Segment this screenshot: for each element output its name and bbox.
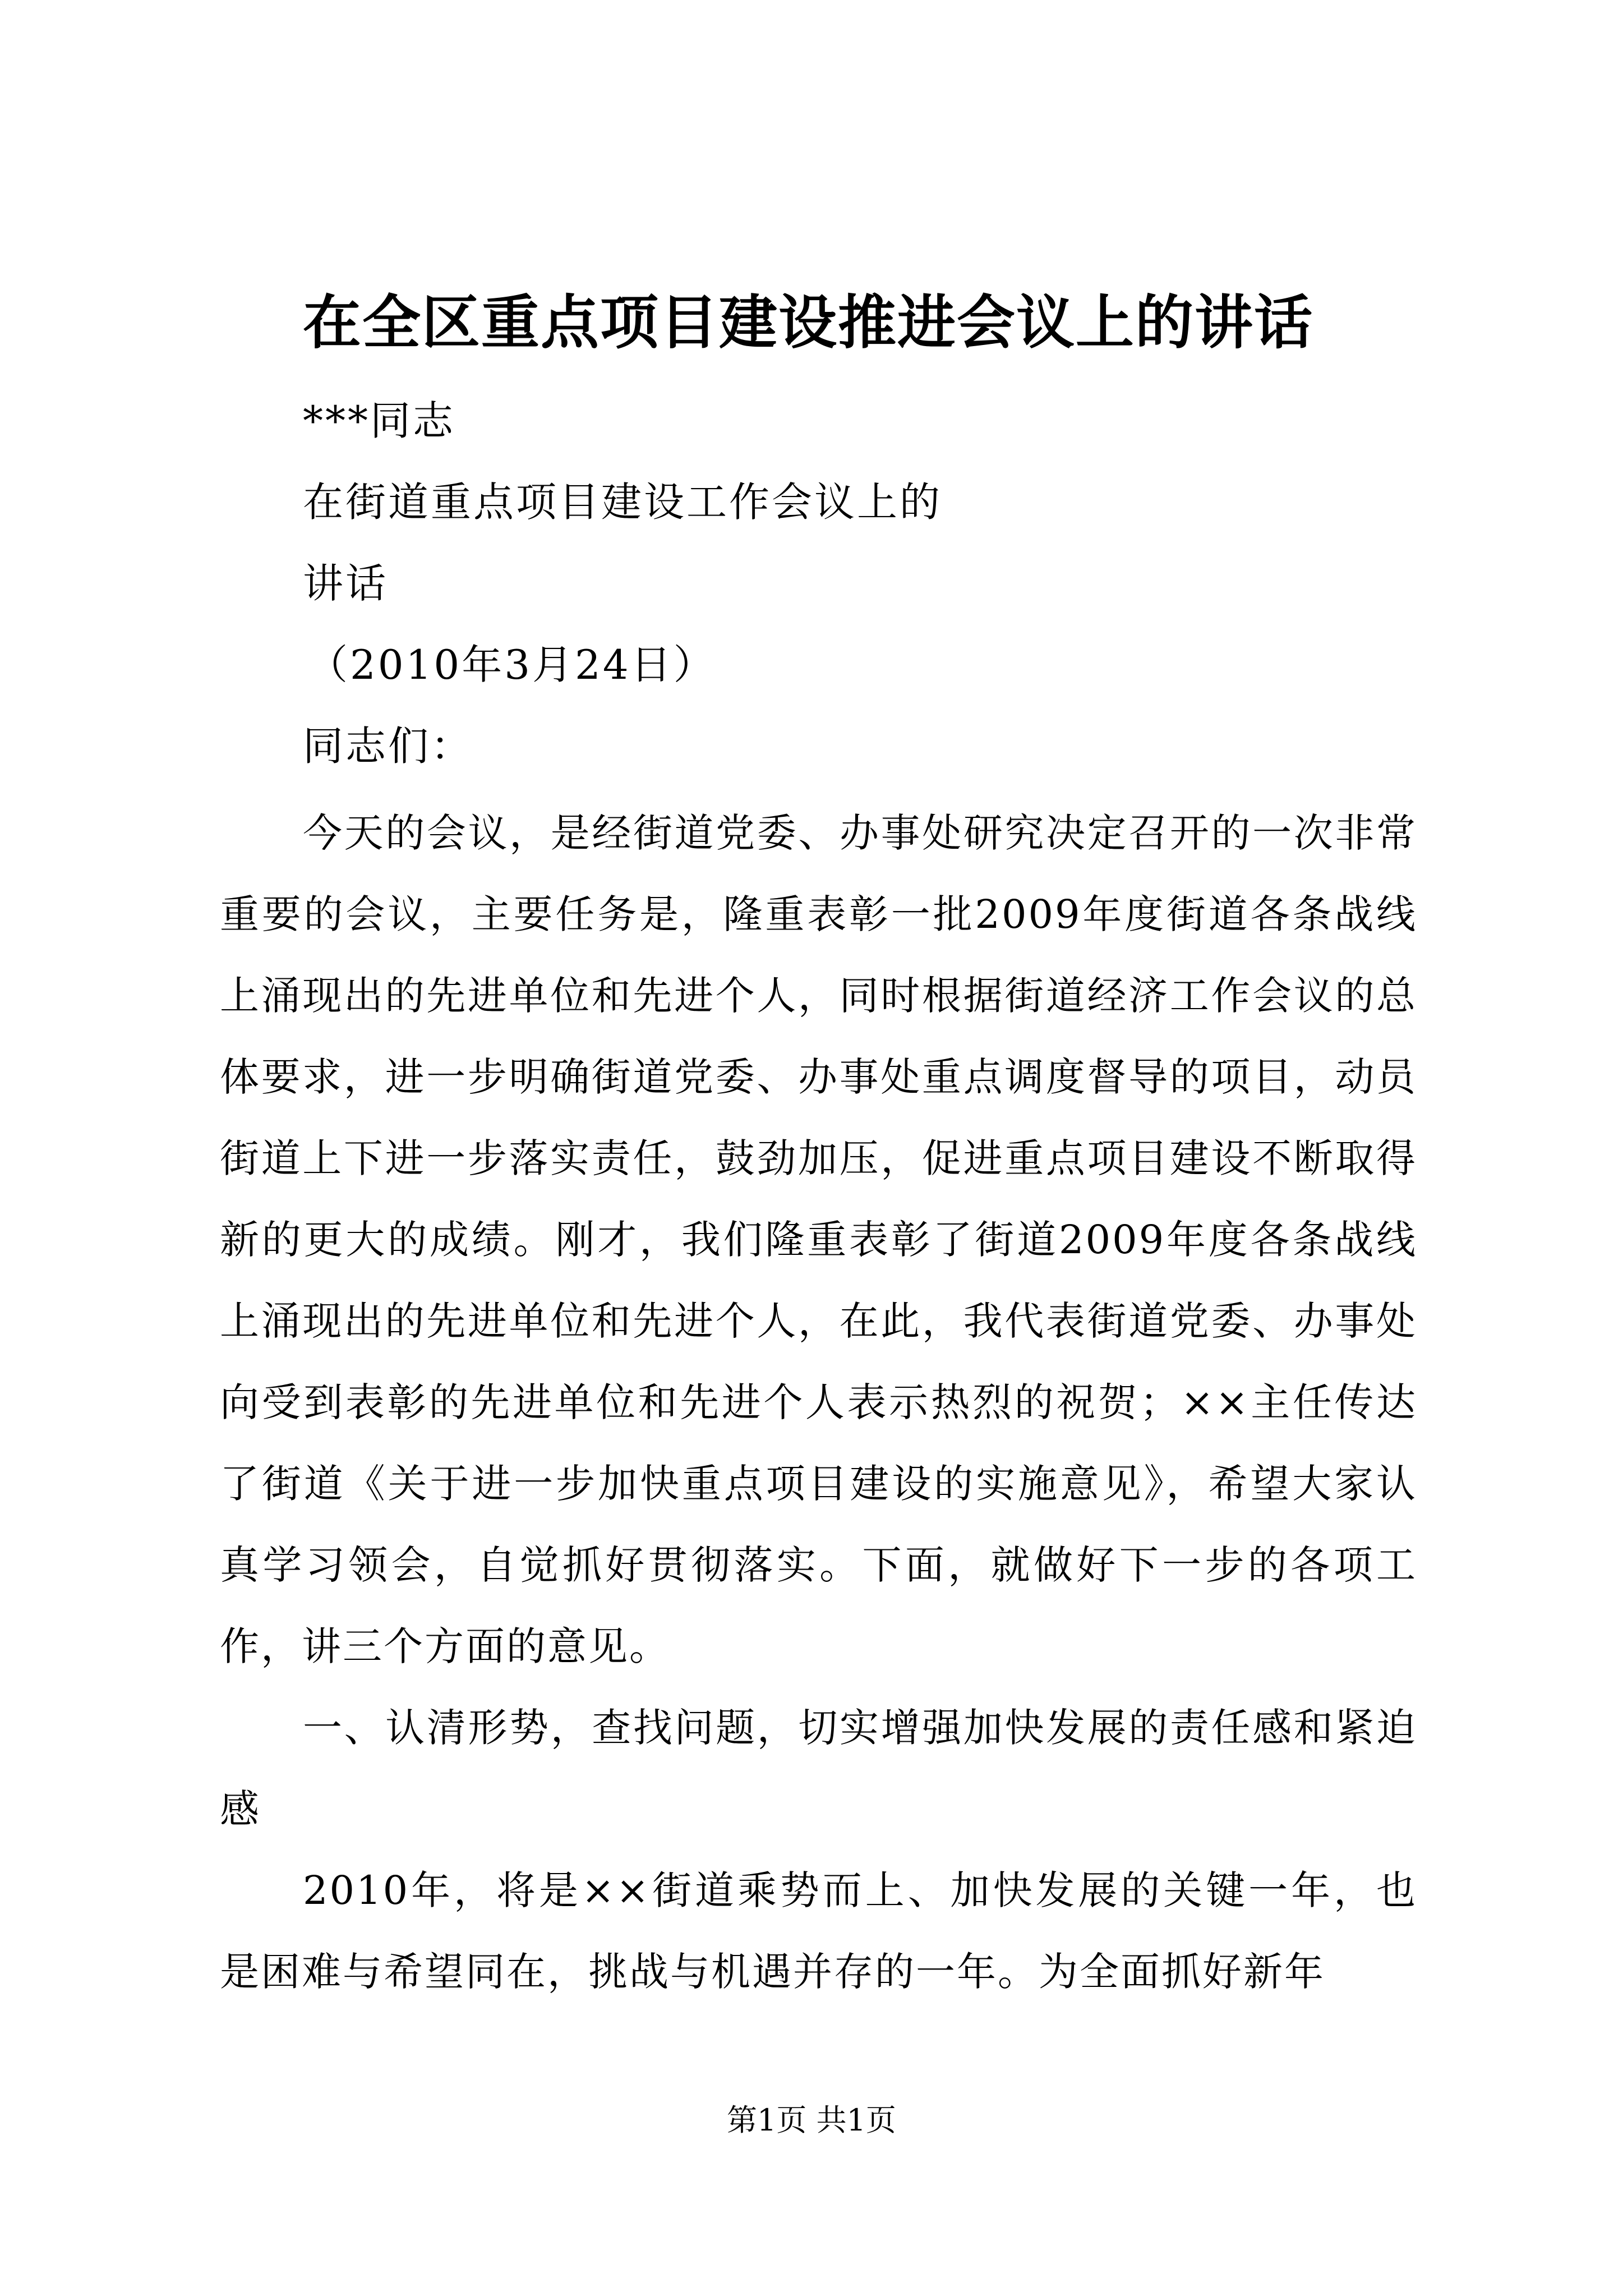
subtitle-line-1: 在街道重点项目建设工作会议上的 bbox=[303, 478, 943, 526]
document-title: 在全区重点项目建设推进会议上的讲话 bbox=[303, 288, 1314, 357]
date-line: （2010年3月24日） bbox=[307, 641, 716, 688]
body-text bbox=[220, 793, 1417, 2013]
subtitle-line-2: 讲话 bbox=[303, 560, 389, 607]
paragraph: 今天的会议，是经街道党委、办事处研究决定召开的一次非常重要的会议，主要任务是，隆重表彰一批2009年度街道各条战线上涌现出的先进单位和先进个人，同时根据街道经济工作会议的总体要求，进一步明确街道党委、办事处重点调度督导的项目，动员街道上下进一步落实责任，鼓劲加压，促进重点项目建设不断取得新的更大的成绩。刚才，我们隆重表彰了街道2009年度各条战线上涌现出的先进单位和先进个人，在此，我代表街道党委、办事处向受到表彰的先进单位和先进个人表示热烈的祝贺；××主任传达了街道《关于进一步加快重点项目建设的实施意见》，希望大家认真学习领会，自觉抓好贯彻落实。下面，就做好下一步的各项工作，讲三个方面的意见。 bbox=[220, 810, 1417, 1669]
author-line: ***同志 bbox=[303, 397, 456, 444]
page-footer: 第1页 共1页 bbox=[727, 2102, 896, 2138]
section-heading: 一、认清形势，查找问题，切实增强加快发展的责任感和紧迫感 bbox=[220, 1705, 1417, 1832]
salutation: 同志们： bbox=[303, 723, 474, 770]
paragraph: 2010年，将是××街道乘势而上、加快发展的关键一年，也是困难与希望同在，挑战与机遇并存的一年。为全面抓好新年 bbox=[220, 1867, 1417, 1995]
